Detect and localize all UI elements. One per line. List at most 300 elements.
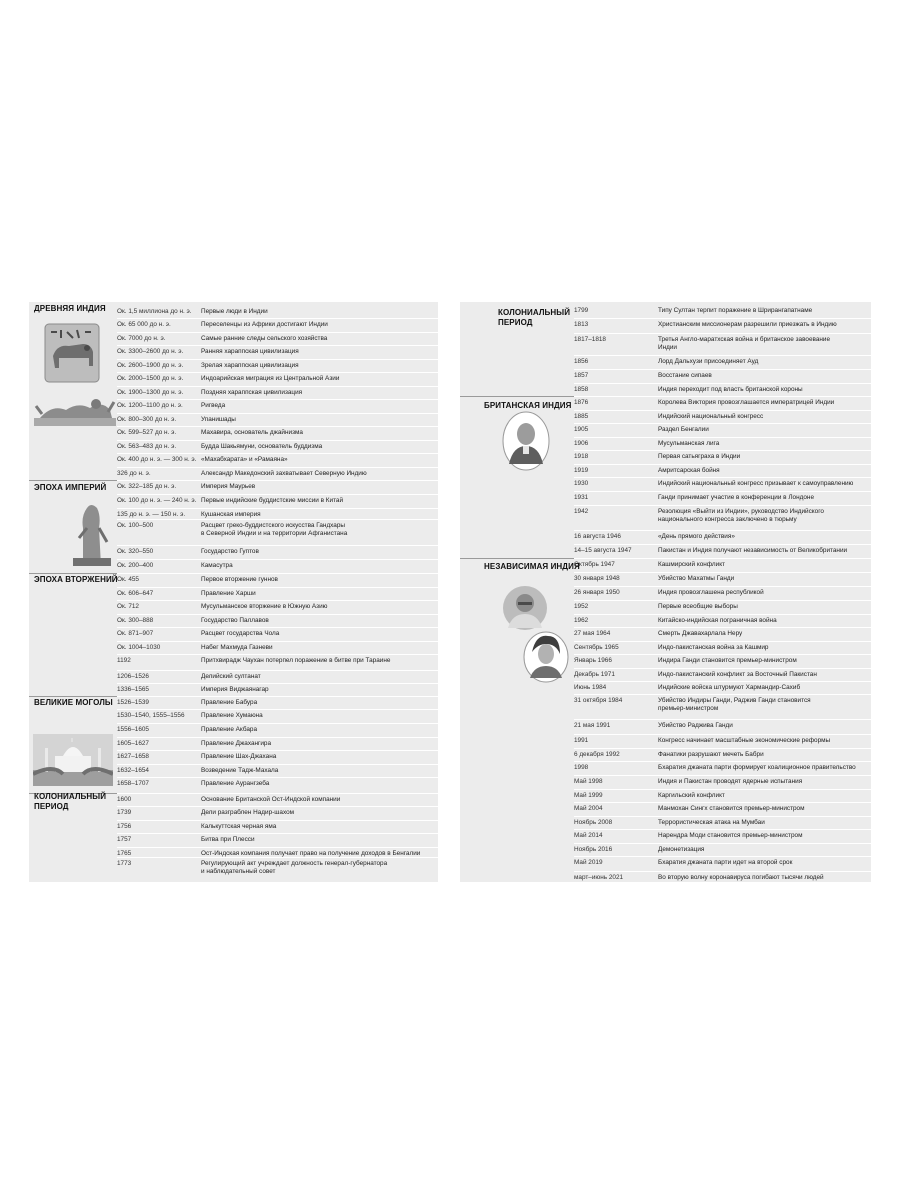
event-line: Возведение Тадж-Махала <box>201 767 279 774</box>
row-divider <box>117 641 438 642</box>
row-divider <box>574 871 871 872</box>
row-date: Ок. 563–483 до н. э. <box>117 443 177 450</box>
row-date: Ок. 322–185 до н. э. <box>117 483 177 490</box>
row-divider <box>574 627 871 628</box>
event-line: Зрелая хараппская цивилизация <box>201 362 299 369</box>
row-divider <box>574 423 871 424</box>
row-divider <box>574 464 871 465</box>
row-divider <box>117 399 438 400</box>
event-line: Ганди принимает участие в конференции в Лондоне <box>658 494 814 501</box>
row-divider <box>117 573 438 574</box>
row-divider <box>574 668 871 669</box>
row-divider <box>117 696 438 697</box>
row-divider <box>574 748 871 749</box>
row-date: 1632–1654 <box>117 767 149 774</box>
row-date: Ок. 2000–1500 до н. э. <box>117 375 184 382</box>
row-event <box>658 533 873 541</box>
row-date: 1942 <box>574 508 589 515</box>
row-event <box>658 603 873 611</box>
row-event <box>201 497 451 505</box>
row-divider <box>574 734 871 735</box>
row-event <box>201 603 451 611</box>
event-line: Резолюция «Выйти из Индии», руководство Индийского <box>658 508 824 515</box>
section-title-independent: НЕЗАВИСИМАЯ ИНДИЯ <box>484 562 580 571</box>
event-line: Индия переходит под власть британской короны <box>658 386 803 393</box>
row-divider <box>574 843 871 844</box>
event-line: Демонетизация <box>658 846 705 853</box>
row-divider <box>117 820 438 821</box>
row-event <box>201 644 451 652</box>
row-date: 1905 <box>574 426 589 433</box>
row-date: 1962 <box>574 617 589 624</box>
row-divider <box>574 477 871 478</box>
row-event <box>201 686 451 694</box>
row-event <box>201 780 451 788</box>
row-divider <box>574 450 871 451</box>
section-title-invasions: ЭПОХА ВТОРЖЕНИЙ <box>34 575 118 584</box>
row-divider <box>574 802 871 803</box>
event-line: Индийские войска штурмуют Хармандир-Сахиб <box>658 684 801 691</box>
row-date: Декабрь 1971 <box>574 671 615 678</box>
event-line: Индия и Пакистан проводят ядерные испытания <box>658 778 803 785</box>
row-event <box>658 874 873 882</box>
section-title-colonial: КОЛОНИАЛЬНЫЙ ПЕРИОД <box>34 792 107 811</box>
event-line: Правление Акбара <box>201 726 258 733</box>
section-title-empires: ЭПОХА ИМПЕРИЙ <box>34 483 107 492</box>
row-date: 326 до н. э. <box>117 470 151 477</box>
section-title-british: БРИТАНСКАЯ ИНДИЯ <box>484 401 572 410</box>
row-divider <box>117 627 438 628</box>
row-divider <box>117 426 438 427</box>
event-line: Основание Британской Ост-Индской компании <box>201 796 341 803</box>
row-event <box>658 684 873 692</box>
row-date: 1336–1565 <box>117 686 149 693</box>
row-event <box>658 307 873 315</box>
row-date: Июнь 1984 <box>574 684 607 691</box>
row-event <box>658 751 873 759</box>
row-date: Ок. 599–527 до н. э. <box>117 429 177 436</box>
event-line: Расцвет греко-буддистского искусства Гандхары <box>201 522 345 529</box>
row-divider <box>574 681 871 682</box>
event-line: Убийство Индиры Ганди, Раджив Ганди становится <box>658 697 811 704</box>
event-line: Первые люди в Индии <box>201 308 268 315</box>
row-date: 1856 <box>574 358 589 365</box>
event-line: Набег Махмуда Газневи <box>201 644 273 651</box>
event-line: «Махабхарата» и «Рамаяна» <box>201 456 288 463</box>
row-event <box>201 562 451 570</box>
row-divider <box>117 480 438 481</box>
row-date: 21 мая 1991 <box>574 722 611 729</box>
row-date: 1918 <box>574 453 589 460</box>
row-date: Ок. 320–550 <box>117 548 154 555</box>
row-event <box>201 726 451 734</box>
row-divider <box>574 396 871 397</box>
row-event <box>201 753 451 761</box>
gandhara-statue-image <box>69 498 115 573</box>
row-divider <box>574 816 871 817</box>
event-line: Китайско-индийская пограничная война <box>658 617 777 624</box>
row-event <box>201 767 451 775</box>
row-date: Ок. 7000 до н. э. <box>117 335 166 342</box>
row-event <box>201 712 451 720</box>
row-divider <box>117 467 438 468</box>
row-event <box>201 443 451 451</box>
row-divider <box>574 572 871 573</box>
row-event <box>201 362 451 370</box>
event-line: Восстание сипаев <box>658 372 712 379</box>
event-line: Во вторую волну коронавируса погибают тысячи людей <box>658 874 824 881</box>
row-date: Ок. 712 <box>117 603 139 610</box>
row-divider <box>117 508 438 509</box>
row-event <box>658 440 873 448</box>
event-line: Индира Ганди становится премьер-министром <box>658 657 797 664</box>
row-date: Ок. 300–888 <box>117 617 154 624</box>
event-line: Конгресс начинает масштабные экономические реформы <box>658 737 831 744</box>
row-date: 6 декабря 1992 <box>574 751 620 758</box>
row-event <box>658 480 873 488</box>
event-line: Ригведа <box>201 402 226 409</box>
event-line: Мусульманская лига <box>658 440 720 447</box>
section-divider <box>29 573 117 574</box>
row-event <box>201 348 451 356</box>
row-date: Май 1998 <box>574 778 603 785</box>
row-divider <box>117 372 438 373</box>
section-divider <box>29 480 117 481</box>
row-event <box>201 796 451 804</box>
row-date: 1799 <box>574 307 589 314</box>
event-line: Правление Харши <box>201 590 256 597</box>
taj-mahal-image <box>33 734 113 791</box>
row-date: 1765 <box>117 850 132 857</box>
event-line: Первое вторжение гуннов <box>201 576 278 583</box>
row-divider <box>117 440 438 441</box>
row-event <box>658 832 873 840</box>
section-title-mughals: ВЕЛИКИЕ МОГОЛЫ <box>34 698 113 707</box>
event-line: Бхаратия джаната парти идет на второй срок <box>658 859 793 866</box>
event-line: Нарендра Моди становится премьер-министром <box>658 832 803 839</box>
row-date: 1876 <box>574 399 589 406</box>
row-event <box>201 429 451 437</box>
row-event <box>658 630 873 638</box>
row-date: Ноябрь 2008 <box>574 819 613 826</box>
row-date: 1952 <box>574 603 589 610</box>
row-date: 1930 <box>574 480 589 487</box>
row-date: 1530–1540, 1555–1556 <box>117 712 185 719</box>
event-line: Правление Шах-Джахана <box>201 753 277 760</box>
indira-portrait-image <box>522 630 570 689</box>
row-divider <box>574 544 871 545</box>
row-date: 1600 <box>117 796 132 803</box>
row-divider <box>574 600 871 601</box>
row-date: Ок. 1200–1100 до н. э. <box>117 402 183 409</box>
row-date: Ок. 100 до н. э. — 240 н. э. <box>117 497 197 504</box>
row-event <box>658 805 873 813</box>
row-date: Май 2004 <box>574 805 603 812</box>
row-event <box>658 453 873 461</box>
row-divider <box>574 586 871 587</box>
row-divider <box>574 355 871 356</box>
row-event <box>201 548 451 556</box>
row-divider <box>574 318 871 319</box>
event-line: Убийство Махатмы Ганди <box>658 575 735 582</box>
event-line: Типу Султан терпит поражение в Шрирангапатнаме <box>658 307 813 314</box>
row-date: Ок. 2600–1900 до н. э. <box>117 362 184 369</box>
row-event <box>658 764 873 772</box>
event-line: Правление Аурангзеба <box>201 780 270 787</box>
row-event <box>658 859 873 867</box>
row-date: Ок. 1,5 миллиона до н. э. <box>117 308 192 315</box>
event-line: Кашмирский конфликт <box>658 561 725 568</box>
event-line: Пакистан и Индия получают независимость от Великобритании <box>658 547 848 554</box>
event-line: Делийский султанат <box>201 673 261 680</box>
row-event <box>201 416 451 424</box>
row-date: 1556–1605 <box>117 726 149 733</box>
row-divider <box>117 654 438 655</box>
event-line: Александр Македонский захватывает Северную Индию <box>201 470 367 477</box>
row-date: 135 до н. э. — 150 н. э. <box>117 511 186 518</box>
event-line: и наблюдательный совет <box>201 867 276 875</box>
row-event <box>201 740 451 748</box>
row-event <box>658 644 873 652</box>
row-event <box>658 657 873 665</box>
row-divider <box>117 857 438 858</box>
row-divider <box>574 614 871 615</box>
row-date: 1931 <box>574 494 589 501</box>
row-divider <box>117 345 438 346</box>
row-divider <box>117 614 438 615</box>
row-date: Сентябрь 1965 <box>574 644 619 651</box>
row-divider <box>117 670 438 671</box>
event-line: Дели разграблен Надир-шахом <box>201 809 295 816</box>
event-line: Первые всеобщие выборы <box>658 603 738 610</box>
event-line: Индоарийская миграция из Центральной Азии <box>201 375 340 382</box>
row-divider <box>574 369 871 370</box>
event-line: в Северной Индии и на территории Афганистана <box>201 529 348 537</box>
row-date: 1526–1539 <box>117 699 149 706</box>
event-line: Индийский национальный конгресс призывает к самоуправлению <box>658 480 854 487</box>
row-date: Ок. 100–500 <box>117 522 154 529</box>
event-line: Притхвирадж Чаухан потерпел поражение в битве при Тараине <box>201 657 391 664</box>
row-event <box>201 389 451 397</box>
event-line: Индия провозглашена республикой <box>658 589 764 596</box>
event-line: Христианским миссионерам разрешили приезжать в Индию <box>658 321 837 328</box>
row-event <box>658 792 873 800</box>
event-line: Расцвет государства Чола <box>201 630 280 637</box>
row-event <box>201 673 451 681</box>
row-divider <box>574 410 871 411</box>
event-line: Фанатики разрушают мечеть Бабри <box>658 751 764 758</box>
row-date: 27 мая 1964 <box>574 630 611 637</box>
row-date: Ок. 871–907 <box>117 630 154 637</box>
row-event <box>658 426 873 434</box>
row-event <box>658 547 873 555</box>
row-date: 1627–1658 <box>117 753 149 760</box>
row-date: 1757 <box>117 836 132 843</box>
row-event <box>201 823 451 831</box>
row-event <box>658 508 873 523</box>
row-divider <box>574 789 871 790</box>
row-divider <box>117 793 438 794</box>
row-divider <box>117 847 438 848</box>
row-divider <box>574 530 871 531</box>
row-event <box>658 336 873 351</box>
row-divider <box>574 775 871 776</box>
event-line: Индийский национальный конгресс <box>658 413 764 420</box>
row-date: Май 2014 <box>574 832 603 839</box>
row-date: март–июнь 2021 <box>574 874 624 881</box>
row-date: 1658–1707 <box>117 780 149 787</box>
event-line: Лорд Дальхузи присоединяет Ауд <box>658 358 759 365</box>
event-line: Правление Джахангира <box>201 740 272 747</box>
event-line: Убийство Раджива Ганди <box>658 722 733 729</box>
row-event <box>658 575 873 583</box>
event-line: Смерть Джавахарлала Неру <box>658 630 743 637</box>
event-line: Первая сатьяграха в Индии <box>658 453 741 460</box>
event-line: «День прямого действия» <box>658 533 735 540</box>
section-title-ancient: ДРЕВНЯЯ ИНДИЯ <box>34 304 106 313</box>
row-divider <box>574 505 871 506</box>
row-date: Ок. 65 000 до н. э. <box>117 321 171 328</box>
row-event <box>201 699 451 707</box>
event-line: Поздняя хараппская цивилизация <box>201 389 303 396</box>
row-event <box>201 456 451 464</box>
row-event <box>658 467 873 475</box>
row-divider <box>117 318 438 319</box>
row-event <box>201 511 451 519</box>
row-divider <box>574 719 871 720</box>
row-divider <box>117 386 438 387</box>
event-line: Ранняя хараппская цивилизация <box>201 348 299 355</box>
row-event <box>201 402 451 410</box>
row-divider <box>574 856 871 857</box>
row-date: 31 октября 1984 <box>574 697 623 704</box>
row-event <box>658 722 873 730</box>
row-event <box>201 335 451 343</box>
event-line: Камасутра <box>201 562 233 569</box>
row-date: 1857 <box>574 372 589 379</box>
row-event <box>201 522 451 537</box>
event-line: Упанишады <box>201 416 236 423</box>
section-divider <box>29 696 117 697</box>
event-line: Мусульманское вторжение в Южную Азию <box>201 603 328 610</box>
row-divider <box>117 559 438 560</box>
row-divider <box>117 332 438 333</box>
row-divider <box>117 413 438 414</box>
event-line: Раздел Бенгалии <box>658 426 709 433</box>
event-line: Государство Паллавов <box>201 617 269 624</box>
row-date: 1813 <box>574 321 589 328</box>
row-date: 1998 <box>574 764 589 771</box>
row-divider <box>574 437 871 438</box>
row-divider <box>117 723 438 724</box>
row-event <box>201 590 451 598</box>
row-date: Май 2019 <box>574 859 603 866</box>
row-divider <box>117 683 438 684</box>
event-line: Третья Англо-маратхская война и британское завоевание <box>658 336 831 343</box>
row-date: 1605–1627 <box>117 740 149 747</box>
row-event <box>658 358 873 366</box>
row-event <box>201 321 451 329</box>
row-event <box>658 617 873 625</box>
row-divider <box>574 383 871 384</box>
row-event <box>658 589 873 597</box>
row-event <box>201 630 451 638</box>
row-date: 1192 <box>117 657 131 664</box>
row-date: Ноябрь 2016 <box>574 846 613 853</box>
event-line: Калькуттская черная яма <box>201 823 277 830</box>
row-divider <box>117 587 438 588</box>
row-event <box>201 809 451 817</box>
section-divider <box>460 396 574 397</box>
row-date: Ок. 455 <box>117 576 139 583</box>
section-title-colonial2: КОЛОНИАЛЬНЫЙ ПЕРИОД <box>498 308 571 327</box>
row-date: 1885 <box>574 413 589 420</box>
row-event <box>201 576 451 584</box>
row-event <box>658 778 873 786</box>
event-line: Правление Хумаюна <box>201 712 263 719</box>
event-line: Битва при Плесси <box>201 836 255 843</box>
row-event <box>658 737 873 745</box>
reclining-statue-image <box>32 392 118 435</box>
page-left <box>29 302 438 882</box>
row-divider <box>117 833 438 834</box>
row-divider <box>117 600 438 601</box>
row-divider <box>117 519 438 520</box>
event-line: Кушанская империя <box>201 511 261 518</box>
row-date: Январь 1966 <box>574 657 612 664</box>
row-divider <box>117 453 438 454</box>
row-date: 30 января 1948 <box>574 575 620 582</box>
row-event <box>201 308 451 316</box>
row-date: Май 1999 <box>574 792 603 799</box>
row-date: 1991 <box>574 737 589 744</box>
row-date: Ок. 1900–1300 до н. э. <box>117 389 184 396</box>
event-line: Государство Гуптов <box>201 548 259 555</box>
event-line: Индо-пакистанская война за Кашмир <box>658 644 769 651</box>
row-divider <box>574 558 871 559</box>
event-line: национального конгресса заключено в тюрьму <box>658 515 797 523</box>
section-divider <box>460 558 574 559</box>
row-divider <box>117 806 438 807</box>
harappan-seal-image <box>43 322 101 389</box>
row-date: 1773 <box>117 860 132 867</box>
row-event <box>658 386 873 394</box>
event-line: Правление Бабура <box>201 699 258 706</box>
row-date: 1906 <box>574 440 589 447</box>
event-line: Самые ранние следы сельского хозяйства <box>201 335 328 342</box>
row-divider <box>574 333 871 334</box>
row-event <box>658 494 873 502</box>
event-line: Первые индийские буддистские миссии в Китай <box>201 497 344 504</box>
event-line: Амритсарская бойня <box>658 467 720 474</box>
row-divider <box>117 709 438 710</box>
row-date: Октябрь 1947 <box>574 561 615 568</box>
row-divider <box>117 750 438 751</box>
row-divider <box>574 641 871 642</box>
event-line: Бхаратия джаната парти формирует коалиционное правительство <box>658 764 856 771</box>
victoria-portrait-image <box>501 410 551 477</box>
row-date: Ок. 200–400 <box>117 562 154 569</box>
row-date: 14–15 августа 1947 <box>574 547 632 554</box>
row-divider <box>117 777 438 778</box>
row-divider <box>117 494 438 495</box>
row-date: Ок. 1004–1030 <box>117 644 161 651</box>
row-date: 26 января 1950 <box>574 589 620 596</box>
event-line: премьер-министром <box>658 704 719 712</box>
row-date: Ок. 3300–2600 до н. э. <box>117 348 184 355</box>
row-date: 1817–1818 <box>574 336 606 343</box>
row-divider <box>117 545 438 546</box>
